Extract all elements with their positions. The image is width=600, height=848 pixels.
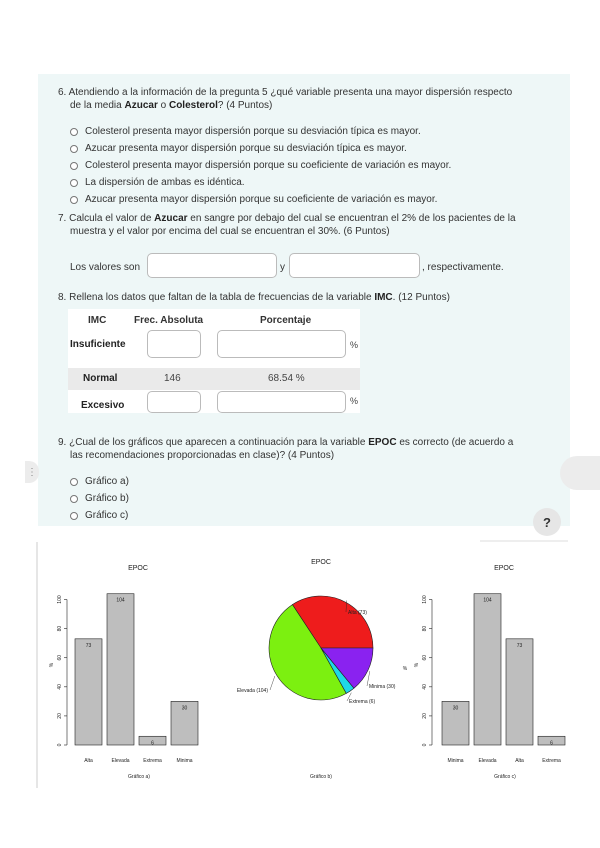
freq-input-insuficiente[interactable] xyxy=(147,330,201,358)
q6-line2-post: ? (4 Puntos) xyxy=(217,100,273,111)
q7-suffix: , respectivamente. xyxy=(422,262,504,273)
chart-1-xlabel: Gráfico b) xyxy=(310,774,332,780)
q7-line1 xyxy=(58,212,516,225)
chart-0-ytick-label: 40 xyxy=(57,684,63,690)
pie-slice-label: Extrema (6) xyxy=(349,699,376,705)
chart-2-ytick-label: 80 xyxy=(422,625,428,632)
chart-0-ytick-label: 60 xyxy=(57,654,63,661)
q9-line1-pre: 9. ¿Cual de los gráficos que aparecen a continuación para la variable xyxy=(58,437,369,448)
pie-slice-label: Minima (30) xyxy=(369,684,396,690)
chart-0-category-label: Elevada xyxy=(111,758,130,764)
imc-frequency-table xyxy=(68,309,360,413)
q7-value-high-input[interactable] xyxy=(289,253,420,278)
q7-line1-post: en sangre por debajo del cual se encuentran el 2% de los pacientes de la xyxy=(187,213,516,224)
chart-2-ytick-label: 60 xyxy=(422,654,428,661)
chart-0-bar-label: 30 xyxy=(181,705,188,712)
q6-option-1[interactable] xyxy=(70,126,421,138)
q6-var2: Colesterol xyxy=(168,100,218,111)
chart-0-ylabel: % xyxy=(49,662,55,668)
radio-icon[interactable] xyxy=(70,478,78,486)
pie-leader-line xyxy=(270,676,275,690)
radio-icon[interactable] xyxy=(70,145,78,153)
q9-option-c[interactable] xyxy=(70,510,128,522)
chart-2-category-label: Elevada xyxy=(478,758,497,764)
freq-normal: 146 xyxy=(164,373,181,384)
q8-text-pre: 8. Rellena los datos que faltan de la tabla de frecuencias de la variable xyxy=(58,292,375,303)
radio-icon[interactable] xyxy=(70,179,78,187)
pct-input-excesivo[interactable] xyxy=(217,391,346,413)
chart-2-ytick-label: 40 xyxy=(422,684,428,690)
q8-text xyxy=(58,291,450,304)
side-panel-handle[interactable] xyxy=(560,456,600,490)
table-header-imc: IMC xyxy=(88,315,107,326)
chart-0-category-label: Minima xyxy=(176,758,193,764)
q9-line1 xyxy=(58,436,513,449)
q6-option-4[interactable] xyxy=(70,177,245,189)
table-header-freq: Frec. Absoluta xyxy=(134,315,204,326)
pie-slice-label: Alta (73) xyxy=(348,610,367,616)
chart-1-ylabel: % xyxy=(402,666,408,672)
chart-2-ytick-label: 20 xyxy=(422,713,428,719)
side-menu-handle[interactable]: ⋮ xyxy=(25,461,39,483)
q6-or: o xyxy=(157,100,169,111)
q9-option-b[interactable] xyxy=(70,493,129,505)
q7-value-low-input[interactable] xyxy=(147,253,277,278)
chart-0-bar xyxy=(75,639,102,745)
q6-line1: 6. Atendiendo a la información de la pregunta 5 ¿qué variable presenta una mayor dispersión respecto xyxy=(58,87,513,98)
q6-option-3[interactable] xyxy=(70,160,451,172)
q9-line1-post: es correcto (de acuerdo a xyxy=(396,437,514,448)
q7-var: Azucar xyxy=(154,213,188,224)
chart-0-ytick-label: 100 xyxy=(57,595,63,604)
pie-slice-label: Elevada (104) xyxy=(236,688,268,694)
chart-2-category-label: Extrema xyxy=(542,758,561,764)
chart-2-category-label: Alta xyxy=(515,758,524,764)
q6-option-2[interactable] xyxy=(70,143,407,155)
chart-2-bar-label: 104 xyxy=(483,597,492,604)
row-label-excesivo: Excesivo xyxy=(81,400,125,411)
freq-input-excesivo[interactable] xyxy=(147,391,201,413)
chart-2-ylabel: % xyxy=(414,662,420,668)
radio-icon[interactable] xyxy=(70,495,78,503)
help-button[interactable]: ? xyxy=(533,508,561,536)
table-header-pct: Porcentaje xyxy=(260,315,312,326)
radio-icon[interactable] xyxy=(70,128,78,136)
chart-0-ytick-label: 80 xyxy=(57,625,63,632)
q6-option-3-label: Colesterol presenta mayor dispersión porque su coeficiente de variación es mayor. xyxy=(85,160,452,171)
chart-2-category-label: Minima xyxy=(447,758,464,764)
q7-line2: muestra y el valor por encima del cual se encuentran el 30%. (6 Puntos) xyxy=(70,226,390,237)
pct-input-insuficiente[interactable] xyxy=(217,330,346,358)
q6-line2 xyxy=(58,99,512,112)
q7-mid: y xyxy=(280,262,285,273)
q6-option-2-label: Azucar presenta mayor dispersión porque su desviación típica es mayor. xyxy=(85,143,407,154)
row-label-normal: Normal xyxy=(83,373,118,384)
q6-text xyxy=(58,86,512,112)
chart-0-category-label: Alta xyxy=(84,758,93,764)
chart-0-ytick-label: 20 xyxy=(57,713,63,719)
epoc-charts xyxy=(36,540,568,790)
chart-2-ytick-label: 0 xyxy=(422,743,428,747)
radio-icon[interactable] xyxy=(70,512,78,520)
q6-option-1-label: Colesterol presenta mayor dispersión porque su desviación típica es mayor. xyxy=(85,126,421,137)
chart-2-bar-label: 6 xyxy=(550,740,553,747)
chart-0-bar-label: 6 xyxy=(151,740,154,747)
chart-1-title: EPOC xyxy=(311,559,331,566)
q9-line2: las recomendaciones proporcionadas en clase)? (4 Puntos) xyxy=(70,450,335,461)
q7-line1-pre: 7. Calcula el valor de xyxy=(58,213,155,224)
chart-2-ytick-label: 100 xyxy=(422,595,428,604)
q7-prefix: Los valores son xyxy=(70,262,141,273)
chart-0-bar-label: 73 xyxy=(85,642,92,649)
chart-2-xlabel: Gráfico c) xyxy=(494,774,516,780)
q9-var: EPOC xyxy=(368,437,397,448)
q9-option-a-label: Gráfico a) xyxy=(85,476,129,487)
chart-2-bar-label: 73 xyxy=(516,642,523,649)
chart-0-ytick-label: 0 xyxy=(57,743,63,747)
q6-var1: Azucar xyxy=(124,100,158,111)
chart-2-title: EPOC xyxy=(494,565,514,572)
pct-unit-insuficiente: % xyxy=(350,340,359,350)
q9-text xyxy=(58,436,513,462)
chart-2-bar xyxy=(506,639,533,745)
q7-text xyxy=(58,212,516,238)
radio-icon[interactable] xyxy=(70,162,78,170)
chart-0-category-label: Extrema xyxy=(143,758,162,764)
q8-text-post: . (12 Puntos) xyxy=(392,292,450,303)
row-label-insuficiente: Insuficiente xyxy=(70,339,126,350)
chart-0-bar-label: 104 xyxy=(116,597,125,604)
pct-unit-excesivo: % xyxy=(350,396,359,406)
q9-option-c-label: Gráfico c) xyxy=(85,510,129,521)
q6-option-5-label: Azucar presenta mayor dispersión porque su coeficiente de variación es mayor. xyxy=(85,194,438,205)
chart-0-title: EPOC xyxy=(128,565,148,572)
chart-2-bar-label: 30 xyxy=(452,705,459,712)
chart-0-bar xyxy=(107,594,134,745)
q6-option-4-label: La dispersión de ambas es idéntica. xyxy=(85,177,245,188)
radio-icon[interactable] xyxy=(70,196,78,204)
q6-option-5[interactable] xyxy=(70,194,437,206)
chart-0-xlabel: Gráfico a) xyxy=(128,774,150,780)
q6-line2-pre: de la media xyxy=(70,100,125,111)
chart-2-bar xyxy=(474,594,501,745)
q9-option-b-label: Gráfico b) xyxy=(85,493,129,504)
q9-option-a[interactable] xyxy=(70,476,129,488)
q8-var: IMC xyxy=(374,292,393,303)
pct-normal: 68.54 % xyxy=(268,373,305,384)
